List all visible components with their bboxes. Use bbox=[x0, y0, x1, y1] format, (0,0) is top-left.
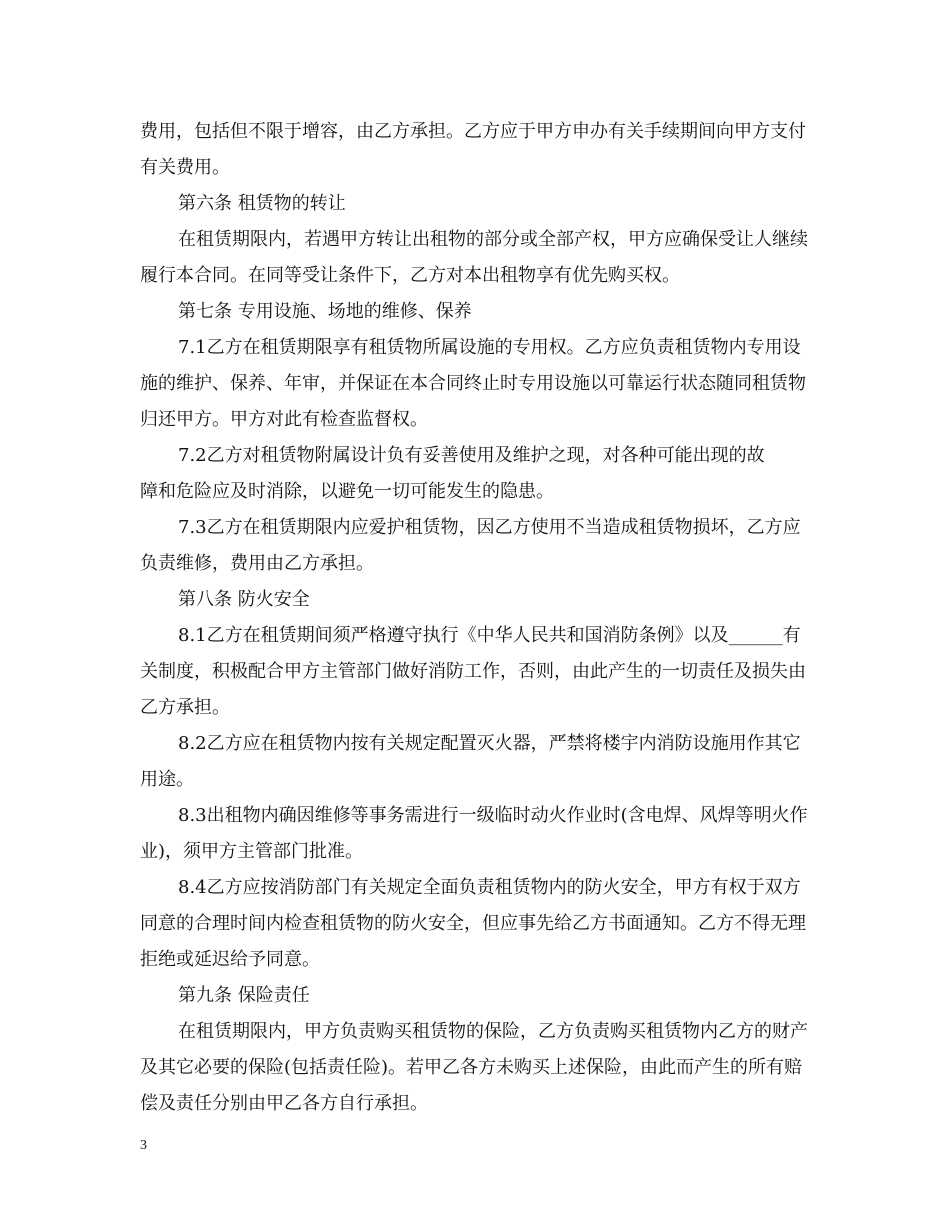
paragraph-7-2: 7.2乙方对租赁物附属设计负有妥善使用及维护之现，对各种可能出现的故障和危险应及时消除，以避免一切可能发生的隐患。 bbox=[140, 445, 765, 502]
heading-article-8: 第八条 防火安全 bbox=[178, 589, 310, 610]
paragraph-8-3: 8.3出租物内确因维修等事务需进行一级临时动火作业时(含电焊、风焊等明火作业)，须甲方主管部门批准。 bbox=[140, 805, 808, 862]
paragraph-7-1: 7.1乙方在租赁期限享有租赁物所属设施的专用权。乙方应负责租赁物内专用设施的维护、保养、年审，并保证在本合同终止时专用设施以可靠运行状态随同租赁物归还甲方。甲方对此有检查监督权。 bbox=[140, 337, 806, 430]
page-number: 3 bbox=[140, 1138, 147, 1153]
paragraph-article-9: 在租赁期限内，甲方负责购买租赁物的保险，乙方负责购买租赁物内乙方的财产及其它必要的保险(包括责任险)。若甲乙各方未购买上述保险，由此而产生的所有赔偿及责任分别由甲乙各方自行承担。 bbox=[140, 1021, 808, 1114]
paragraph-7-3: 7.3乙方在租赁期限内应爱护租赁物，因乙方使用不当造成租赁物损坏，乙方应负责维修，费用由乙方承担。 bbox=[140, 517, 801, 574]
paragraph-8-4: 8.4乙方应按消防部门有关规定全面负责租赁物内的防火安全，甲方有权于双方同意的合理时间内检查租赁物的防火安全，但应事先给乙方书面通知。乙方不得无理拒绝或延迟给予同意。 bbox=[140, 877, 806, 970]
heading-article-7: 第七条 专用设施、场地的维修、保养 bbox=[178, 301, 472, 322]
paragraph-article-6: 在租赁期限内，若遇甲方转让出租物的部分或全部产权，甲方应确保受让人继续履行本合同。在同等受让条件下，乙方对本出租物享有优先购买权。 bbox=[140, 229, 808, 286]
paragraph-fees-continued: 费用，包括但不限于增容，由乙方承担。乙方应于甲方申办有关手续期间向甲方支付有关费用。 bbox=[140, 121, 806, 178]
heading-article-6: 第六条 租赁物的转让 bbox=[178, 193, 346, 214]
paragraph-8-1: 8.1乙方在租赁期间须严格遵守执行《中华人民共和国消防条例》以及______有关制度，积极配合甲方主管部门做好消防工作，否则，由此产生的一切责任及损失由乙方承担。 bbox=[140, 625, 806, 718]
heading-article-9: 第九条 保险责任 bbox=[178, 985, 310, 1006]
paragraph-8-2: 8.2乙方应在租赁物内按有关规定配置灭火器，严禁将楼宇内消防设施用作其它用途。 bbox=[140, 733, 801, 790]
document-body bbox=[140, 114, 812, 1122]
